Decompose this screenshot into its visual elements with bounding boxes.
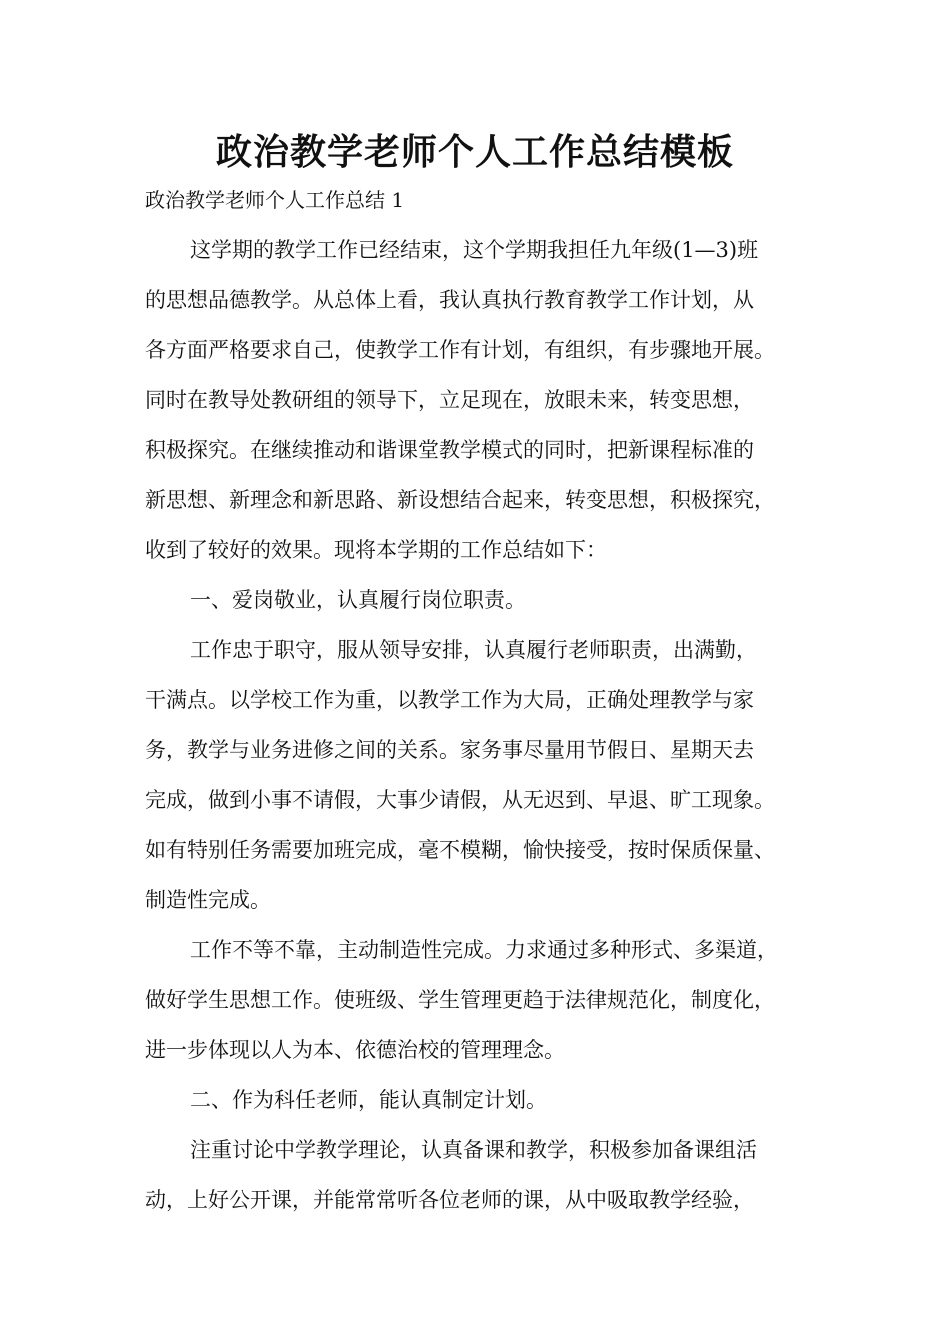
text-line: 同时在教导处教研组的领导下，立足现在，放眼未来，转变思想， xyxy=(145,388,754,412)
text-line: 二、作为科任老师，能认真制定计划。 xyxy=(190,1088,547,1112)
text-line: 完成，做到小事不请假，大事少请假，从无迟到、早退、旷工现象。 xyxy=(145,788,775,812)
text-line: 干满点。以学校工作为重，以教学工作为大局，正确处理教学与家 xyxy=(145,688,754,712)
section-heading: 政治教学老师个人工作总结 1 xyxy=(145,188,405,212)
text-line: 工作忠于职守，服从领导安排，认真履行老师职责，出满勤， xyxy=(190,638,757,662)
text-line: 各方面严格要求自己，使教学工作有计划，有组织，有步骤地开展。 xyxy=(145,338,775,362)
text-line: 注重讨论中学教学理论，认真备课和教学，积极参加备课组活 xyxy=(190,1138,757,1162)
page-title: 政治教学老师个人工作总结模板 xyxy=(215,132,734,173)
text-line: 务，教学与业务进修之间的关系。家务事尽量用节假日、星期天去 xyxy=(145,738,754,762)
text-line: 的思想品德教学。从总体上看，我认真执行教育教学工作计划，从 xyxy=(145,288,754,312)
text-line: 工作不等不靠，主动制造性完成。力求通过多种形式、多渠道， xyxy=(190,938,778,962)
text-line: 制造性完成。 xyxy=(145,888,271,912)
text-line: 进一步体现以人为本、依德治校的管理理念。 xyxy=(145,1038,565,1062)
text-line: 收到了较好的效果。现将本学期的工作总结如下： xyxy=(145,538,607,562)
text-line: 动，上好公开课，并能常常听各位老师的课，从中吸取教学经验， xyxy=(145,1188,754,1212)
text-line: 如有特别任务需要加班完成，毫不模糊，愉快接受，按时保质保量、 xyxy=(145,838,775,862)
text-line: 积极探究。在继续推动和谐课堂教学模式的同时，把新课程标准的 xyxy=(145,438,754,462)
text-line: 做好学生思想工作。使班级、学生管理更趋于法律规范化，制度化， xyxy=(145,988,775,1012)
text-line: 一、爱岗敬业，认真履行岗位职责。 xyxy=(190,588,526,612)
text-line: 新思想、新理念和新思路、新设想结合起来，转变思想，积极探究， xyxy=(145,488,775,512)
text-line: 这学期的教学工作已经结束，这个学期我担任九年级(1—3)班 xyxy=(190,238,759,262)
